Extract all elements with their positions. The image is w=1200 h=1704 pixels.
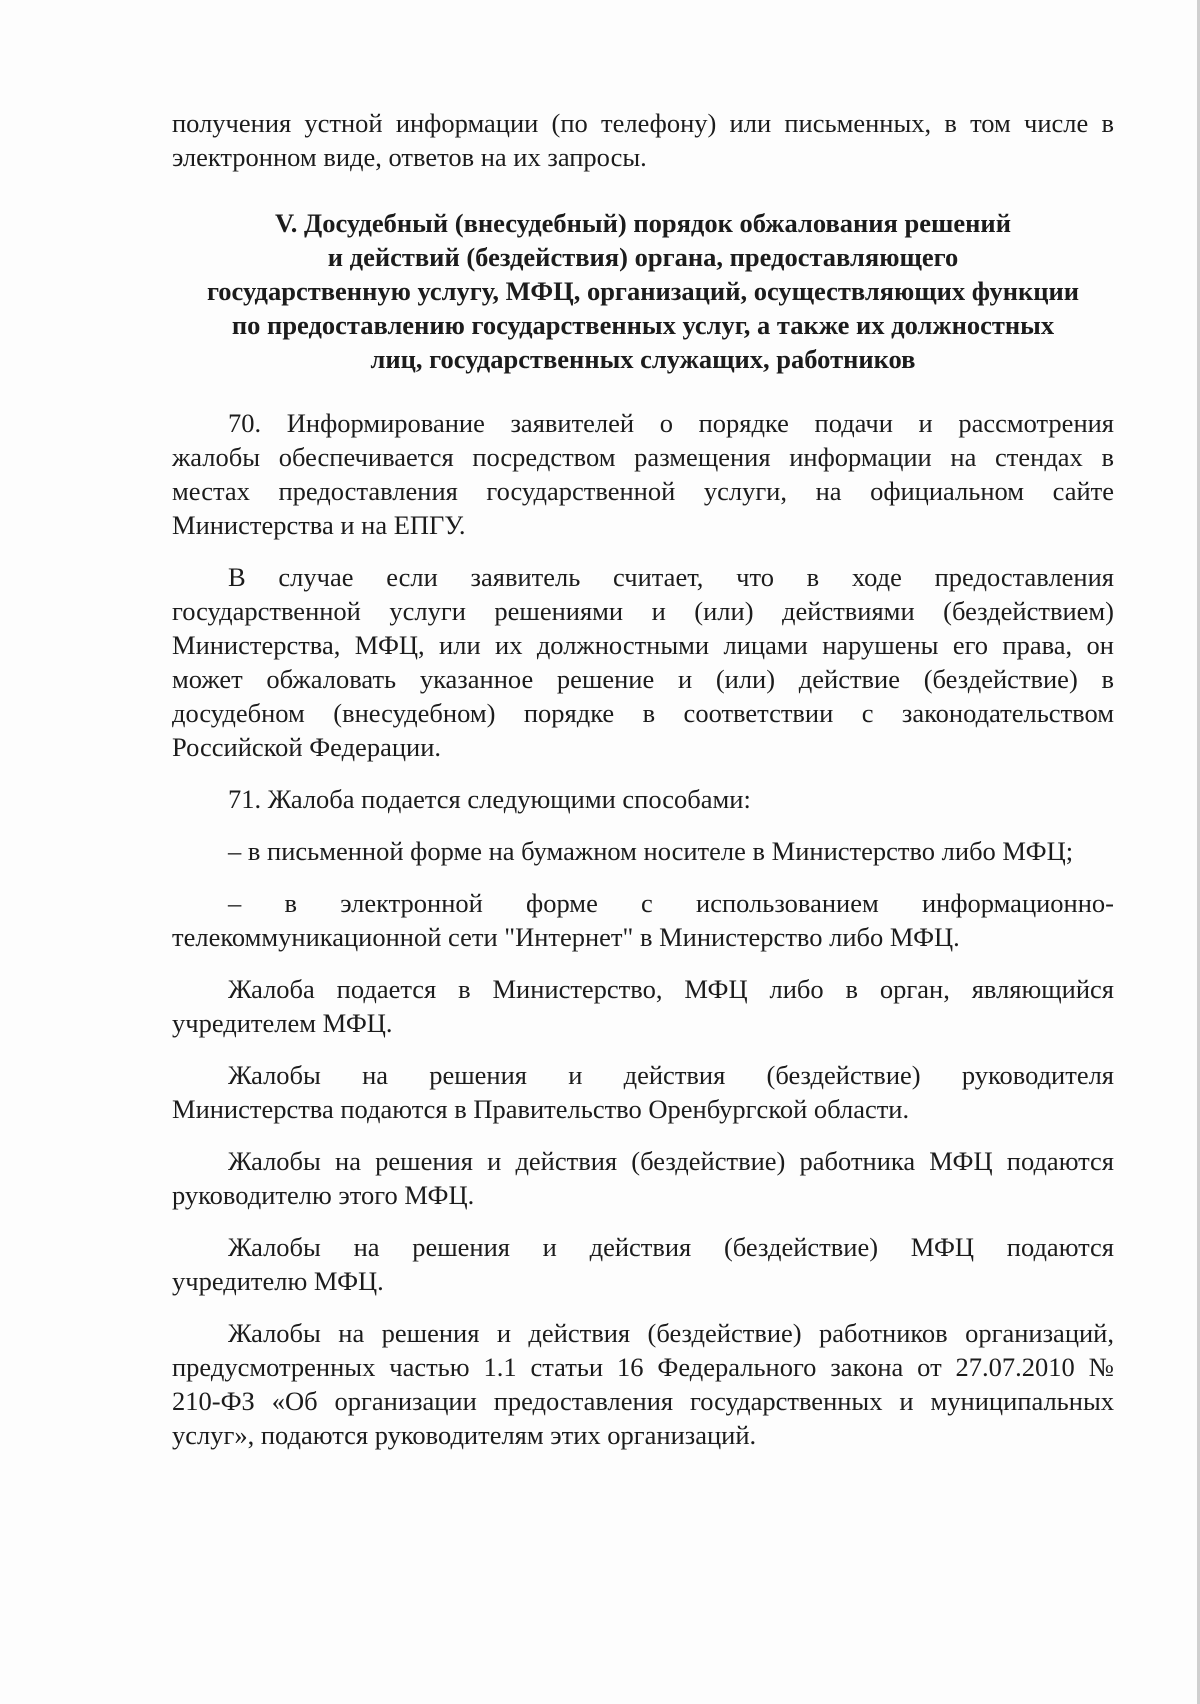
text-line: Российской Федерации. bbox=[172, 732, 441, 762]
text-line: может обжаловать указанное решение и (или) действие (бездействие) в bbox=[172, 664, 1114, 694]
paragraph-71-item-1 bbox=[172, 834, 1114, 868]
text-line: – в письменной форме на бумажном носителе в Министерство либо МФЦ; bbox=[228, 836, 1074, 866]
paragraph-organizations bbox=[172, 1316, 1114, 1452]
text-line: досудебном (внесудебном) порядке в соответствии с законодательством bbox=[172, 698, 1114, 728]
text-line: 71. Жалоба подается следующими способами: bbox=[228, 784, 751, 814]
text-line: Министерства подаются в Правительство Оренбургской области. bbox=[172, 1094, 910, 1124]
text-line: Жалоба подается в Министерство, МФЦ либо в орган, являющийся bbox=[228, 974, 1114, 1004]
text-line: местах предоставления государственной услуги, на официальном сайте bbox=[172, 476, 1114, 506]
text-line: 70. Информирование заявителей о порядке подачи и рассмотрения bbox=[228, 408, 1114, 438]
text-line: Министерства, МФЦ, или их должностными лицами нарушены его права, он bbox=[172, 630, 1114, 660]
heading-line: и действий (бездействия) органа, предоставляющего bbox=[327, 242, 959, 272]
heading-line: V. Досудебный (внесудебный) порядок обжалования решений bbox=[275, 208, 1011, 238]
paragraph-submit bbox=[172, 972, 1114, 1040]
intro-paragraph bbox=[172, 106, 1114, 174]
text-line: электронном виде, ответов на их запросы. bbox=[172, 142, 647, 172]
text-line: услуг», подаются руководителям этих организаций. bbox=[172, 1420, 757, 1450]
heading-line: по предоставлению государственных услуг, а также их должностных bbox=[231, 310, 1055, 340]
text-line: предусмотренных частью 1.1 статьи 16 Федерального закона от 27.07.2010 № bbox=[172, 1352, 1114, 1382]
paragraph-70-case bbox=[172, 560, 1114, 764]
text-line: – в электронной форме с использованием информационно- bbox=[228, 888, 1114, 918]
document-body bbox=[172, 106, 1114, 1452]
text-line: учредителем МФЦ. bbox=[172, 1008, 393, 1038]
text-line: государственной услуги решениями и (или) действиями (бездействием) bbox=[172, 596, 1114, 626]
section-heading bbox=[172, 206, 1114, 376]
text-line: В случае если заявитель считает, что в ходе предоставления bbox=[228, 562, 1114, 592]
paragraph-71 bbox=[172, 782, 1114, 816]
paragraph-mfc bbox=[172, 1230, 1114, 1298]
heading-line: государственную услугу, МФЦ, организаций, осуществляющих функции bbox=[206, 276, 1080, 306]
text-line: жалобы обеспечивается посредством размещения информации на стендах в bbox=[172, 442, 1114, 472]
paragraph-head bbox=[172, 1058, 1114, 1126]
heading-line: лиц, государственных служащих, работников bbox=[370, 344, 916, 374]
text-line: телекоммуникационной сети "Интернет" в Министерство либо МФЦ. bbox=[172, 922, 960, 952]
text-line: получения устной информации (по телефону) или письменных, в том числе в bbox=[172, 108, 1114, 138]
text-line: Жалобы на решения и действия (бездействие) работника МФЦ подаются bbox=[228, 1146, 1114, 1176]
paragraph-70 bbox=[172, 406, 1114, 542]
paragraph-worker bbox=[172, 1144, 1114, 1212]
text-line: руководителю этого МФЦ. bbox=[172, 1180, 475, 1210]
text-line: учредителю МФЦ. bbox=[172, 1266, 384, 1296]
text-line: Жалобы на решения и действия (бездействие) руководителя bbox=[228, 1060, 1114, 1090]
text-line: Министерства и на ЕПГУ. bbox=[172, 510, 466, 540]
paragraph-71-item-2 bbox=[172, 886, 1114, 954]
text-line: Жалобы на решения и действия (бездействие) работников организаций, bbox=[228, 1318, 1114, 1348]
text-line: 210-ФЗ «Об организации предоставления государственных и муниципальных bbox=[172, 1386, 1114, 1416]
text-line: Жалобы на решения и действия (бездействие) МФЦ подаются bbox=[228, 1232, 1114, 1262]
